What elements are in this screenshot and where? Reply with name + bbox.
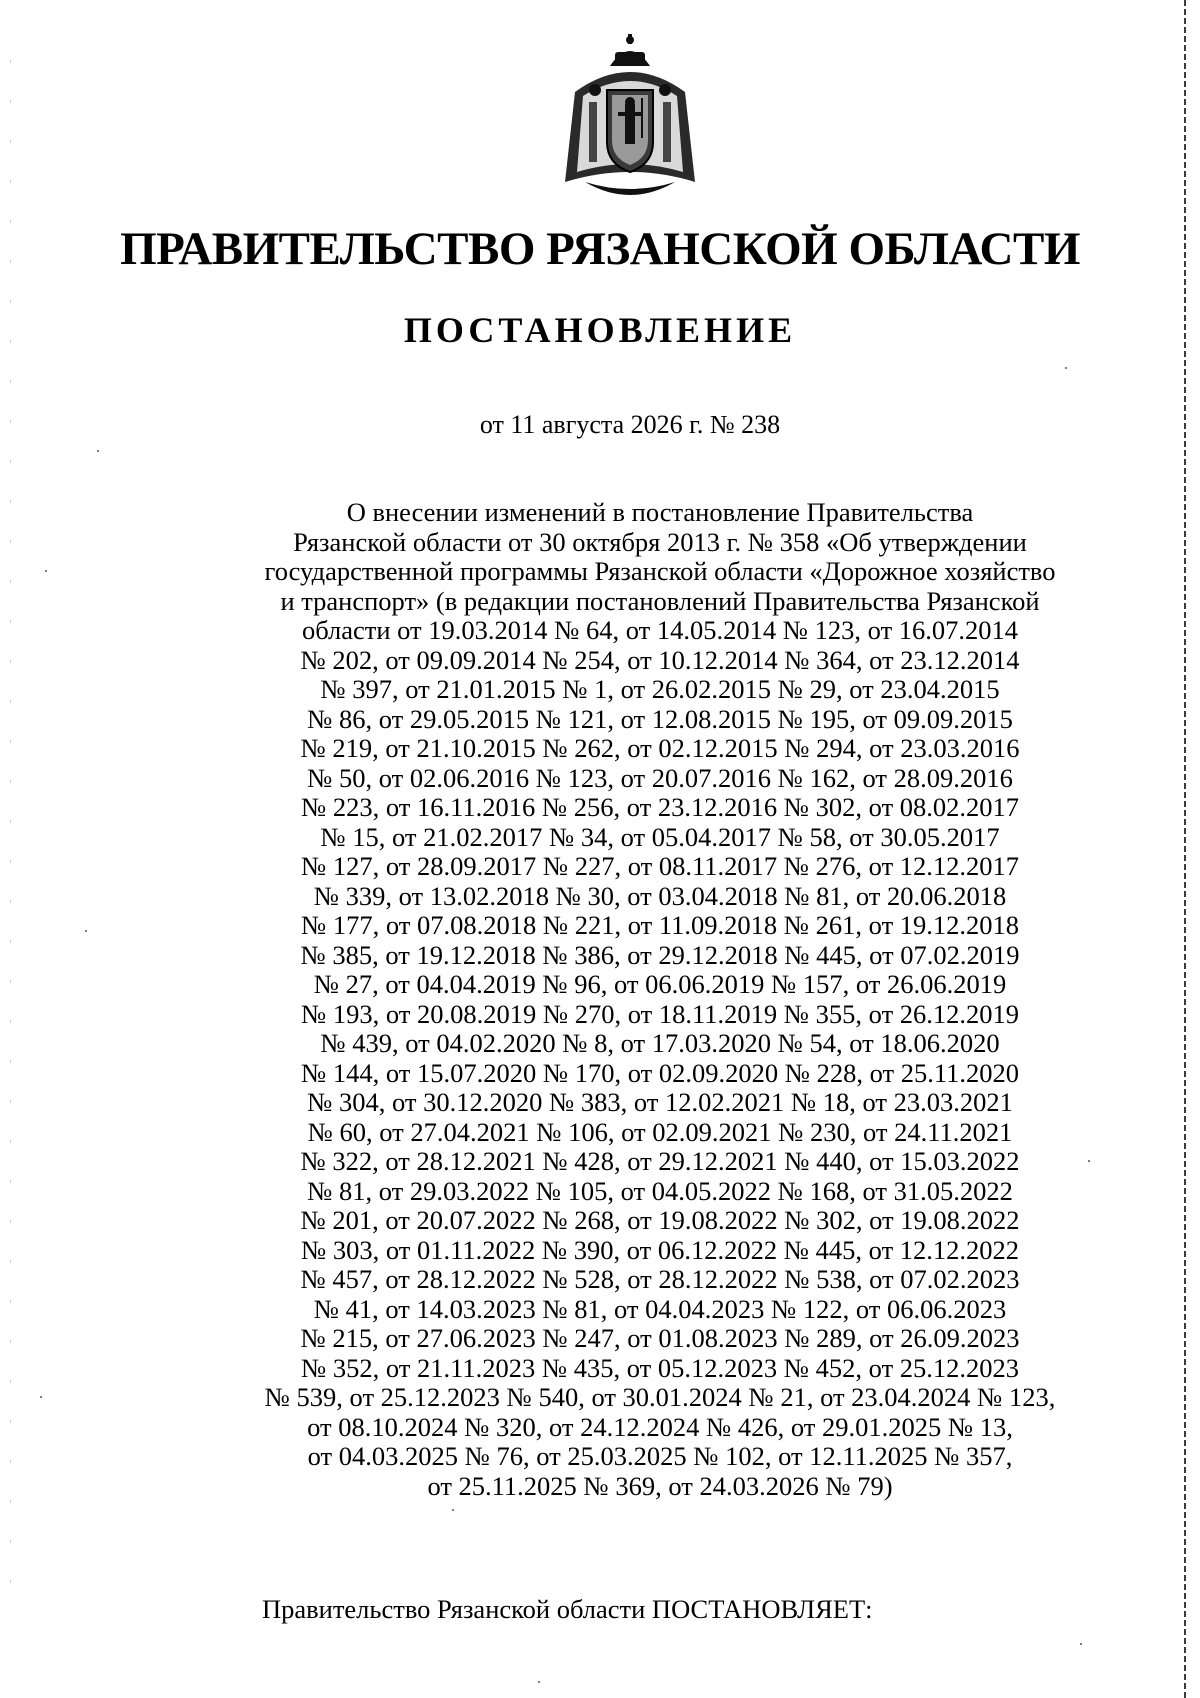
subject-line: № 86, от 29.05.2015 № 121, от 12.08.2015 № 195, от 09.09.2015 (307, 703, 1013, 734)
scan-speck (45, 570, 47, 572)
subject-line: и транспорт» (в редакции постановлений Правительства Рязанской (280, 585, 1040, 616)
subject-line: № 193, от 20.08.2019 № 270, от 18.11.2019 № 355, от 26.12.2019 (300, 998, 1020, 1029)
subject-line: № 223, от 16.11.2016 № 256, от 23.12.2016 № 302, от 08.02.2017 (300, 792, 1020, 822)
scan-speck (97, 450, 99, 452)
document-subject (220, 498, 1100, 1501)
subject-line: № 41, от 14.03.2023 № 81, от 04.04.2023 № 122, от 06.06.2023 (313, 1293, 1007, 1324)
subject-line: № 304, от 30.12.2020 № 383, от 12.02.2021 № 18, от 23.03.2021 (307, 1087, 1013, 1117)
subject-line: № 60, от 27.04.2021 № 106, от 02.09.2021 № 230, от 24.11.2021 (307, 1116, 1013, 1147)
subject-line: № 439, от 04.02.2020 № 8, от 17.03.2020 № 54, от 18.06.2020 (320, 1028, 1000, 1058)
subject-line: государственной программы Рязанской области «Дорожное хозяйство (264, 556, 1056, 586)
subject-line: № 352, от 21.11.2023 № 435, от 05.12.2023 № 452, от 25.12.2023 (300, 1352, 1020, 1383)
resolves-statement: Правительство Рязанской области ПОСТАНОВЛЯЕТ: (262, 1594, 873, 1624)
subject-line: от 04.03.2025 № 76, от 25.03.2025 № 102, от 12.11.2025 № 357, (307, 1441, 1013, 1471)
subject-line: № 27, от 04.04.2019 № 96, от 06.06.2019 № 157, от 26.06.2019 (313, 969, 1007, 999)
subject-line: О внесении изменений в постановление Правительства (346, 497, 974, 527)
scan-speck (452, 1509, 454, 1511)
subject-line: от 25.11.2025 № 369, от 24.03.2026 № 79) (427, 1470, 893, 1501)
subject-line: № 81, от 29.03.2022 № 105, от 04.05.2022 № 168, от 31.05.2022 (307, 1175, 1013, 1206)
organization-title: ПРАВИТЕЛЬСТВО РЯЗАНСКОЙ ОБЛАСТИ (120, 223, 1080, 275)
scan-speck (85, 930, 87, 932)
subject-line: № 457, от 28.12.2022 № 528, от 28.12.2022 № 538, от 07.02.2023 (300, 1264, 1020, 1294)
subject-line: № 397, от 21.01.2015 № 1, от 26.02.2015 № 29, от 23.04.2015 (320, 674, 1000, 704)
subject-line: № 15, от 21.02.2017 № 34, от 05.04.2017 № 58, от 30.05.2017 (320, 821, 1000, 852)
subject-line: № 215, от 27.06.2023 № 247, от 01.08.2023 № 289, от 26.09.2023 (300, 1323, 1020, 1353)
document-type: ПОСТАНОВЛЕНИЕ (403, 310, 797, 350)
scan-speck (1065, 367, 1067, 369)
document-date-number: от 11 августа 2026 г. № 238 (479, 410, 781, 439)
coat-of-arms-icon (555, 32, 705, 208)
scan-speck (1080, 1643, 1082, 1645)
subject-line: № 219, от 21.10.2015 № 262, от 02.12.2015 № 294, от 23.03.2016 (300, 733, 1020, 763)
subject-line: № 303, от 01.11.2022 № 390, от 06.12.2022 № 445, от 12.12.2022 (300, 1234, 1020, 1265)
subject-line: № 144, от 15.07.2020 № 170, от 02.09.2020 № 228, от 25.11.2020 (300, 1057, 1020, 1088)
scan-speck (40, 1396, 42, 1398)
subject-line: № 322, от 28.12.2021 № 428, от 29.12.2021 № 440, от 15.03.2022 (300, 1146, 1020, 1176)
subject-line: № 202, от 09.09.2014 № 254, от 10.12.2014 № 364, от 23.12.2014 (300, 644, 1020, 675)
scan-margin-noise (10, 60, 11, 1620)
subject-line: № 50, от 02.06.2016 № 123, от 20.07.2016 № 162, от 28.09.2016 (307, 762, 1013, 793)
subject-line: № 339, от 13.02.2018 № 30, от 03.04.2018 № 81, от 20.06.2018 (313, 880, 1007, 911)
subject-line: № 201, от 20.07.2022 № 268, от 19.08.2022 № 302, от 19.08.2022 (300, 1205, 1020, 1235)
subject-line: № 127, от 28.09.2017 № 227, от 08.11.2017 № 276, от 12.12.2017 (300, 851, 1020, 881)
subject-line: № 177, от 07.08.2018 № 221, от 11.09.2018 № 261, от 19.12.2018 (300, 910, 1020, 940)
subject-line: № 385, от 19.12.2018 № 386, от 29.12.2018 № 445, от 07.02.2019 (300, 939, 1020, 970)
subject-line: от 08.10.2024 № 320, от 24.12.2024 № 426, от 29.01.2025 № 13, (307, 1411, 1013, 1442)
subject-line: № 539, от 25.12.2023 № 540, от 30.01.2024 № 21, от 23.04.2024 № 123, (264, 1382, 1056, 1412)
subject-line: области от 19.03.2014 № 64, от 14.05.2014 № 123, от 16.07.2014 (301, 615, 1019, 645)
subject-line: Рязанской области от 30 октября 2013 г. № 358 «Об утверждении (293, 526, 1027, 557)
scan-speck (538, 1681, 540, 1683)
scan-speck (1088, 1160, 1090, 1162)
